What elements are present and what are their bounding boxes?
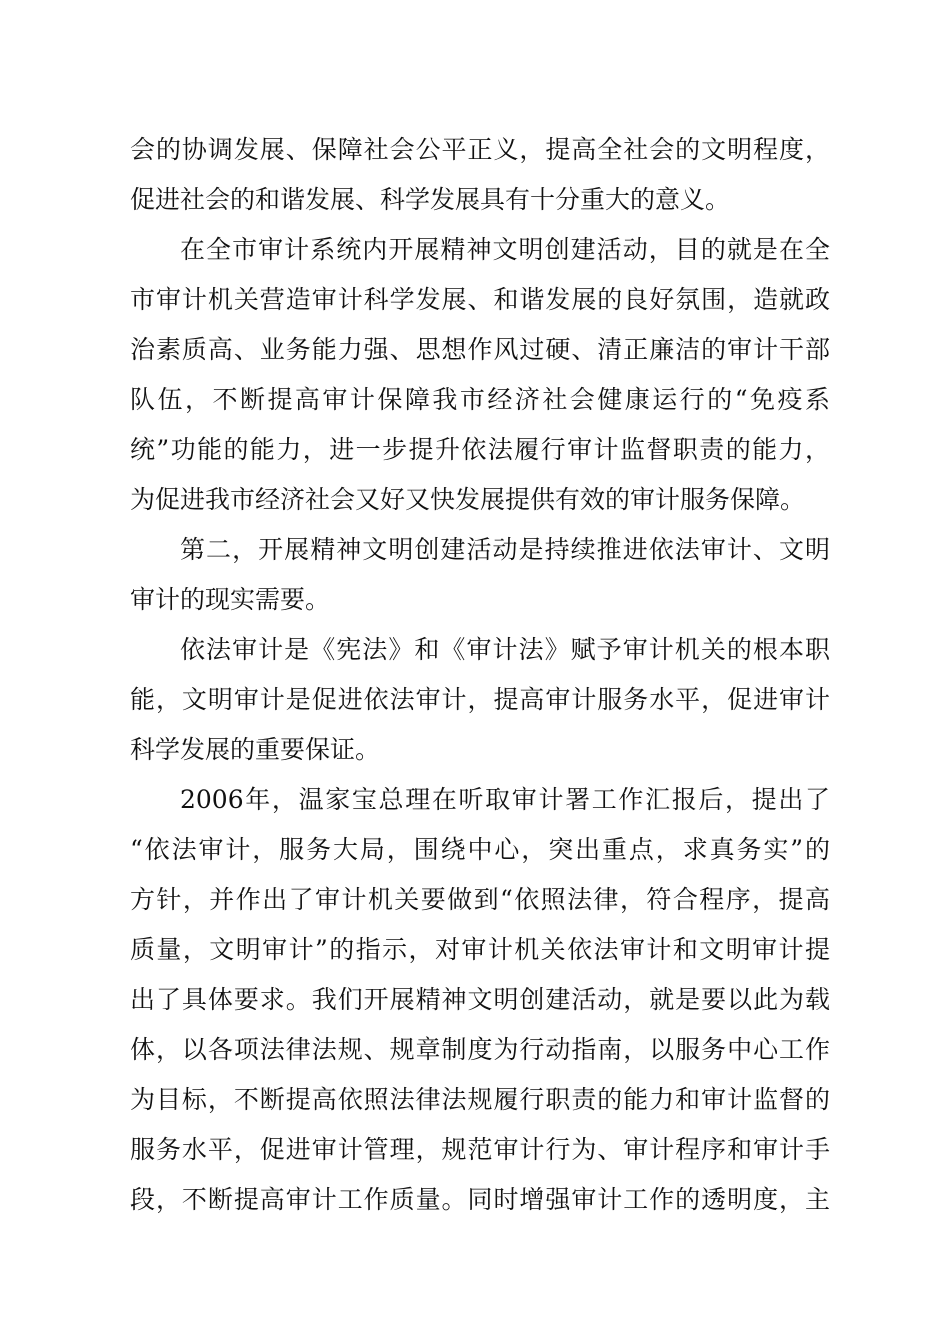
text-line: 出了具体要求。我们开展精神文明创建活动，就是要以此为载 (130, 985, 830, 1014)
text-line: 2006年，温家宝总理在听取审计署工作汇报后，提出了 (180, 785, 830, 814)
text-line: 服务水平，促进审计管理，规范审计行为、审计程序和审计手 (130, 1135, 830, 1164)
text-line: 科学发展的重要保证。 (130, 735, 381, 764)
text-line: 为促进我市经济社会又好又快发展提供有效的审计服务保障。 (130, 485, 806, 514)
text-line: 会的协调发展、保障社会公平正义，提高全社会的文明程度， (130, 135, 830, 164)
text-line: 段，不断提高审计工作质量。同时增强审计工作的透明度，主 (130, 1185, 830, 1214)
text-line: 在全市审计系统内开展精神文明创建活动，目的就是在全 (180, 235, 830, 264)
text-line: 治素质高、业务能力强、思想作风过硬、清正廉洁的审计干部 (130, 335, 830, 364)
text-line: 第二，开展精神文明创建活动是持续推进依法审计、文明 (180, 535, 830, 564)
text-line: 统”功能的能力，进一步提升依法履行审计监督职责的能力， (130, 435, 830, 464)
text-line: 能，文明审计是促进依法审计，提高审计服务水平，促进审计 (130, 685, 830, 714)
text-line: 体，以各项法律法规、规章制度为行动指南，以服务中心工作 (130, 1035, 830, 1064)
text-line: 队伍，不断提高审计保障我市经济社会健康运行的“免疫系 (130, 385, 830, 414)
text-line: 促进社会的和谐发展、科学发展具有十分重大的意义。 (130, 185, 731, 214)
text-line: 方针，并作出了审计机关要做到“依照法律，符合程序，提高 (130, 885, 830, 914)
text-line: 为目标，不断提高依照法律法规履行职责的能力和审计监督的 (130, 1085, 830, 1114)
text-line: “依法审计，服务大局，围绕中心，突出重点，求真务实”的 (130, 835, 830, 864)
text-line: 审计的现实需要。 (130, 585, 331, 614)
text-line: 依法审计是《宪法》和《审计法》赋予审计机关的根本职 (180, 635, 830, 664)
text-line: 质量，文明审计”的指示，对审计机关依法审计和文明审计提 (130, 935, 830, 964)
document-body (130, 128, 830, 1228)
text-line: 市审计机关营造审计科学发展、和谐发展的良好氛围，造就政 (130, 285, 830, 314)
